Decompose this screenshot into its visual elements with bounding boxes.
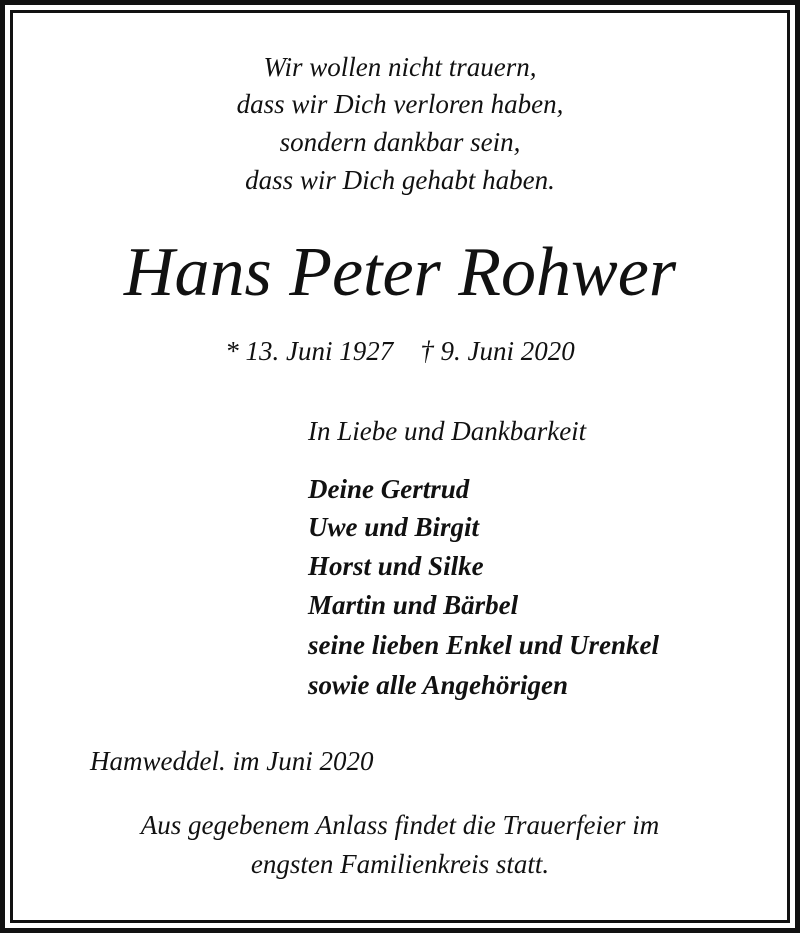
poem-line: Wir wollen nicht trauern, bbox=[263, 52, 537, 82]
notice-line: engsten Familienkreis statt. bbox=[250, 849, 550, 879]
place-date: Hamweddel. im Juni 2020 bbox=[90, 746, 374, 776]
life-dates: * 13. Juni 1927 † 9. Juni 2020 bbox=[225, 336, 575, 366]
poem-line: dass wir Dich gehabt haben. bbox=[245, 165, 555, 195]
dedication: In Liebe und Dankbarkeit bbox=[308, 416, 587, 446]
mourner: sowie alle Angehörigen bbox=[308, 670, 569, 700]
mourner: Martin und Bärbel bbox=[308, 590, 519, 620]
poem-line: dass wir Dich verloren haben, bbox=[236, 89, 564, 119]
notice-line: Aus gegebenem Anlass findet die Trauerfeier im bbox=[140, 810, 660, 840]
mourner: seine lieben Enkel und Urenkel bbox=[308, 630, 660, 660]
mourner: Uwe und Birgit bbox=[308, 512, 480, 542]
deceased-name: Hans Peter Rohwer bbox=[123, 234, 677, 311]
mourner: Deine Gertrud bbox=[308, 474, 470, 504]
poem-line: sondern dankbar sein, bbox=[279, 127, 521, 157]
mourner: Horst und Silke bbox=[308, 551, 484, 581]
